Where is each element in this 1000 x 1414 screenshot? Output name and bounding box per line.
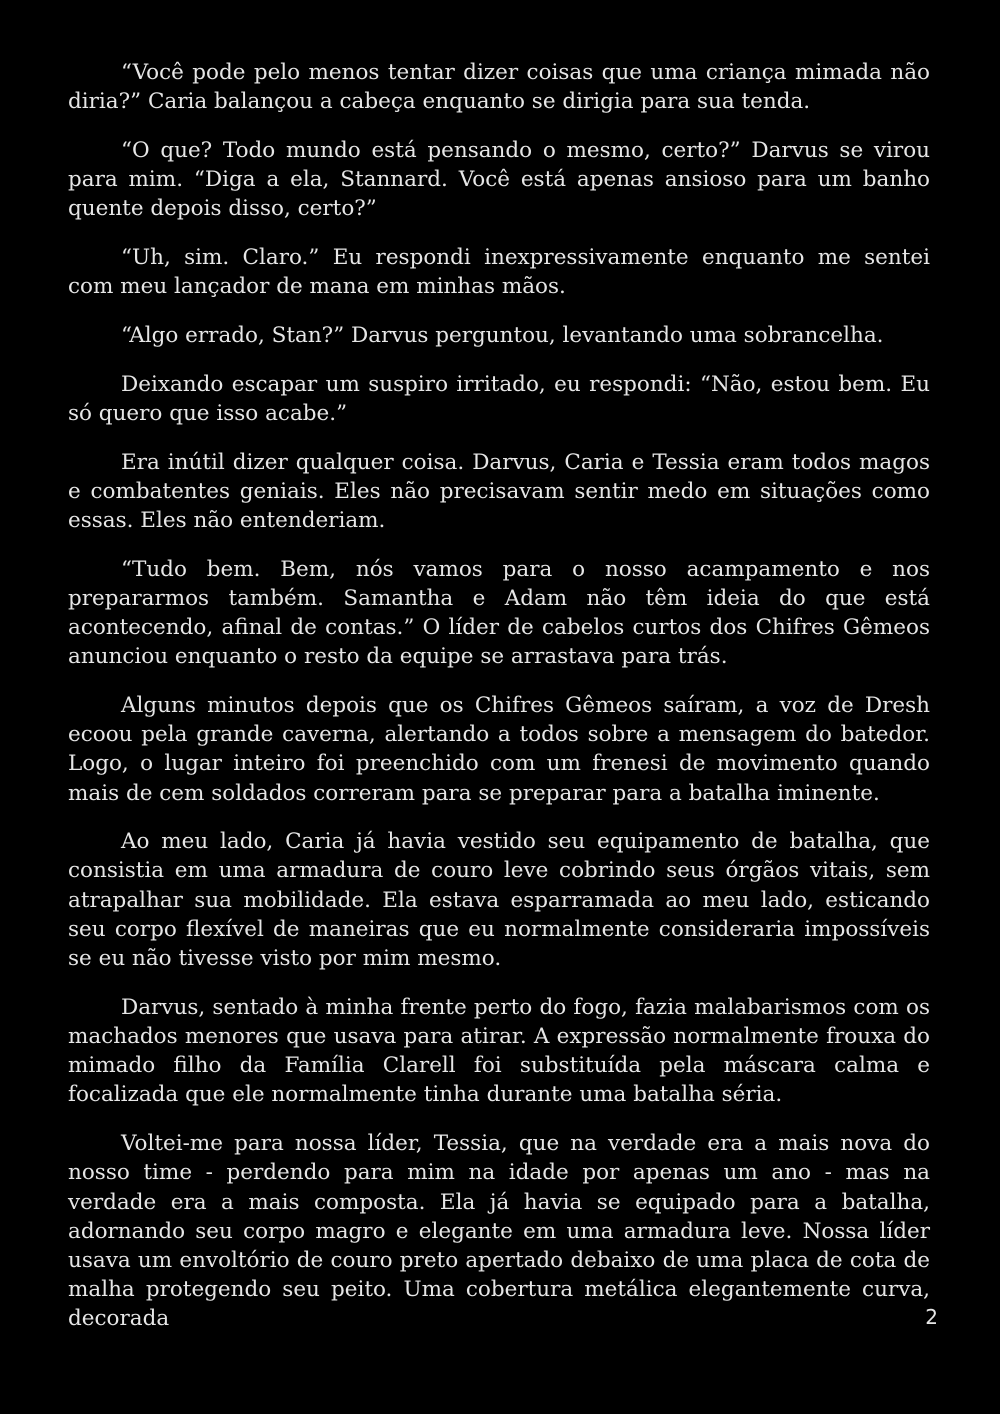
paragraph: “Tudo bem. Bem, nós vamos para o nosso acampamento e nos prepararmos também. Samantha e Adam não têm ideia do que está acontecendo, afinal de contas.” O líder de cabelos curtos dos Chifres Gêmeos anunciou enquanto o resto da equipe se arrastava para trás. xyxy=(68,556,930,670)
page-number: 2 xyxy=(925,1305,938,1329)
paragraph: “O que? Todo mundo está pensando o mesmo, certo?” Darvus se virou para mim. “Diga a ela, Stannard. Você está apenas ansioso para um banho quente depois disso, certo?” xyxy=(68,137,930,222)
paragraph: Alguns minutos depois que os Chifres Gêmeos saíram, a voz de Dresh ecoou pela grande caverna, alertando a todos sobre a mensagem do batedor. Logo, o lugar inteiro foi preenchido com um frenesi de movimento quando mais de cem soldados correram para se preparar para a batalha iminente. xyxy=(68,692,930,806)
paragraph: “Uh, sim. Claro.” Eu respondi inexpressivamente enquanto me sentei com meu lançador de mana em minhas mãos. xyxy=(68,245,930,300)
paragraph: Darvus, sentado à minha frente perto do fogo, fazia malabarismos com os machados menores que usava para atirar. A expressão normalmente frouxa do mimado filho da Família Clarell foi substituída pela máscara calma e focalizada que ele normalmente tinha durante uma batalha séria. xyxy=(68,994,930,1108)
paragraph: Deixando escapar um suspiro irritado, eu respondi: “Não, estou bem. Eu só quero que isso acabe.” xyxy=(68,371,930,426)
paragraph: “Você pode pelo menos tentar dizer coisas que uma criança mimada não diria?” Caria balançou a cabeça enquanto se dirigia para sua tenda. xyxy=(68,60,930,115)
body-text xyxy=(68,58,930,1353)
paragraph: Era inútil dizer qualquer coisa. Darvus, Caria e Tessia eram todos magos e combatentes geniais. Eles não precisavam sentir medo em situações como essas. Eles não entenderiam. xyxy=(68,449,930,533)
paragraph: Ao meu lado, Caria já havia vestido seu equipamento de batalha, que consistia em uma armadura de couro leve cobrindo seus órgãos vitais, sem atrapalhar sua mobilidade. Ela estava esparramada ao meu lado, esticando seu corpo flexível de maneiras que eu normalmente consideraria impossíveis se eu não tivesse visto por mim mesmo. xyxy=(68,829,930,972)
paragraph: Voltei-me para nossa líder, Tessia, que na verdade era a mais nova do nosso time - perdendo para mim na idade por apenas um ano - mas na verdade era a mais composta. Ela já havia se equipado para a batalha, adornando seu corpo magro e elegante em uma armadura leve. Nossa líder usava um envoltório de couro preto apertado debaixo de uma placa de cota de malha protegendo seu peito. Uma cobertura metálica elegantemente curva, decorada xyxy=(68,1131,930,1332)
paragraph: “Algo errado, Stan?” Darvus perguntou, levantando uma sobrancelha. xyxy=(121,322,884,348)
